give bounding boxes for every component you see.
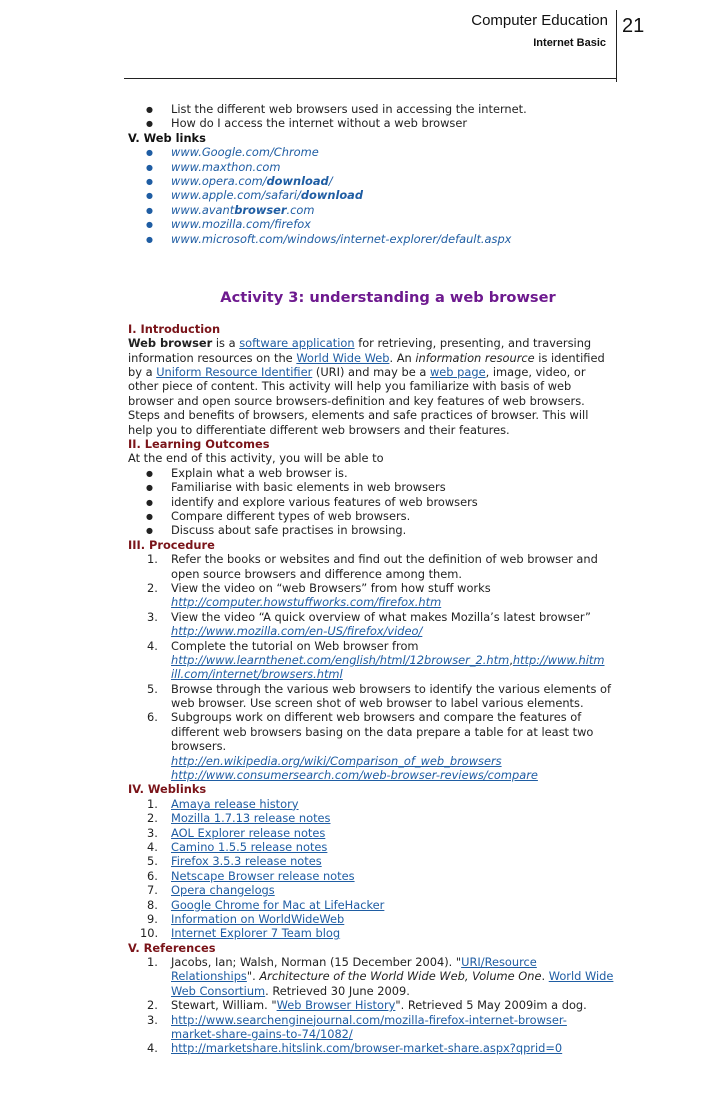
paragraph-line: At the end of this activity, you will be able to — [128, 451, 384, 466]
weblink-anchor[interactable]: AOL Explorer release notes — [171, 825, 326, 840]
paragraph-line: by a Uniform Resource Identifier (URI) and may be a web page, image, video, or — [128, 365, 586, 380]
link-world-wide-web[interactable]: World Wide Web — [296, 350, 390, 365]
link-web-page[interactable]: web page — [429, 365, 486, 380]
section-heading-web-links: V. Web links — [128, 130, 206, 145]
link-uri-resource[interactable]: URI/Resource — [461, 955, 537, 970]
running-header-subtitle: Internet Basic — [533, 37, 606, 49]
page-number: 21 — [622, 15, 645, 37]
web-link-item[interactable]: ● www.microsoft.com/windows/internet-explorer/default.aspx — [128, 232, 648, 246]
header-vertical-divider — [616, 10, 617, 82]
procedure-step-continuation — [128, 595, 648, 609]
weblink-item: 10. Internet Explorer 7 Team blog — [140, 926, 341, 941]
weblink-item: 8. Google Chrome for Mac at LifeHacker — [147, 897, 385, 912]
reference-item: 4. http://marketshare.hitslink.com/browser-market-share.aspx?qprid=0 — [147, 1041, 563, 1056]
list-item: ● Explain what a web browser is. — [128, 466, 648, 480]
web-link-item[interactable]: ● www.avantbrowser.com — [128, 203, 648, 217]
weblink-anchor[interactable]: Firefox 3.5.3 release notes — [171, 854, 322, 869]
weblink-item: 7. Opera changelogs — [147, 883, 275, 898]
section-heading-learning-outcomes: II. Learning Outcomes — [128, 437, 270, 452]
weblink-item: 9. Information on WorldWideWeb — [147, 911, 345, 926]
web-link-item[interactable]: ● www.opera.com/download/ — [128, 174, 648, 188]
link-mozilla-video[interactable]: http://www.mozilla.com/en-US/firefox/video/ — [171, 624, 423, 639]
weblink-item: 6. Netscape Browser release notes — [147, 868, 355, 883]
paragraph-line: information resources on the World Wide Web. An information resource is identified — [128, 350, 605, 365]
list-item: ● Compare different types of web browsers. — [128, 509, 648, 523]
list-item: ● List the different web browsers used in accessing the internet. — [128, 102, 648, 116]
weblink-anchor[interactable]: Camino 1.5.5 release notes — [171, 839, 328, 854]
procedure-step-continuation — [128, 667, 648, 681]
link-hitmill-cont[interactable]: ill.com/internet/browsers.html — [171, 667, 343, 682]
link-w3c[interactable]: World Wide — [548, 969, 614, 984]
procedure-step: 3. View the video “A quick overview of what makes Mozilla’s latest browser” — [147, 609, 591, 624]
link-uri[interactable]: Uniform Resource Identifier — [156, 365, 313, 380]
paragraph-line: Web browser is a software application for retrieving, presenting, and traversing — [128, 336, 592, 351]
link-searchenginejournal-cont[interactable]: market-share-gains-to-74/1082/ — [171, 1027, 353, 1042]
weblink-anchor[interactable]: Netscape Browser release notes — [171, 868, 355, 883]
link-howstuffworks[interactable]: http://computer.howstuffworks.com/firefox.htm — [171, 595, 442, 610]
web-link-item[interactable]: ● www.mozilla.com/firefox — [128, 217, 648, 231]
paragraph-line: other piece of content. This activity will help you familiarize with basis of web — [128, 379, 572, 394]
running-header-title: Computer Education — [471, 12, 608, 29]
weblink-anchor[interactable]: Amaya release history — [171, 796, 299, 811]
link-consumersearch[interactable]: http://www.consumersearch.com/web-browser-reviews/compare — [171, 768, 538, 783]
link-searchenginejournal[interactable]: http://www.searchenginejournal.com/mozilla-firefox-internet-browser- — [171, 1012, 567, 1027]
link-software-application[interactable]: software application — [239, 336, 355, 351]
weblink-anchor[interactable]: Google Chrome for Mac at LifeHacker — [171, 897, 385, 912]
reference-item: 3. http://www.searchenginejournal.com/mozilla-firefox-internet-browser- — [147, 1012, 567, 1027]
page-content — [128, 102, 648, 1056]
reference-continuation: Relationships". Architecture of the World Wide Web, Volume One. World Wide — [171, 969, 614, 984]
web-link-item[interactable]: ● www.Google.com/Chrome — [128, 145, 648, 159]
weblink-anchor[interactable]: Information on WorldWideWeb — [171, 911, 345, 926]
procedure-step-continuation: http://www.learnthenet.com/english/html/12browser_2.htm,http://www.hitm — [171, 652, 605, 667]
reference-item: 1. Jacobs, Ian; Walsh, Norman (15 December 2004). "URI/Resource — [147, 955, 537, 970]
weblink-item: 2. Mozilla 1.7.13 release notes — [147, 811, 331, 826]
weblink-anchor[interactable]: Mozilla 1.7.13 release notes — [171, 811, 331, 826]
link-w3c-cont[interactable]: Web Consortium — [171, 983, 266, 998]
procedure-step: 6. Subgroups work on different web browsers and compare the features of — [147, 710, 582, 725]
section-heading-introduction: I. Introduction — [128, 321, 221, 336]
link-relationships[interactable]: Relationships — [171, 969, 247, 984]
header-horizontal-divider — [124, 78, 616, 79]
link-learnthenet[interactable]: http://www.learnthenet.com/english/html/12browser_2.htm — [171, 652, 510, 667]
weblink-anchor[interactable]: Internet Explorer 7 Team blog — [171, 926, 341, 941]
link-hitmill[interactable]: http://www.hitm — [512, 652, 605, 667]
activity-title: Activity 3: understanding a web browser — [220, 288, 556, 306]
paragraph-line: help you to differentiate different web browsers and their features. — [128, 422, 510, 437]
section-heading-references: V. References — [128, 940, 216, 955]
section-heading-weblinks: IV. Weblinks — [128, 782, 207, 797]
weblink-item: 1. Amaya release history — [147, 796, 299, 811]
list-item: ● How do I access the internet without a web browser — [128, 116, 648, 130]
weblink-anchor[interactable]: Opera changelogs — [171, 883, 275, 898]
procedure-step-continuation: open source browsers and difference among them. — [171, 566, 462, 581]
weblink-item: 3. AOL Explorer release notes — [147, 825, 326, 840]
reference-continuation: Web Consortium. Retrieved 30 June 2009. — [171, 983, 410, 998]
procedure-step-continuation — [128, 768, 648, 782]
web-link-item[interactable]: ● www.apple.com/safari/download — [128, 188, 648, 202]
paragraph-line: Steps and benefits of browsers, elements and safe practices of browser. This will — [128, 408, 589, 423]
reference-item: 2. Stewart, William. "Web Browser History". Retrieved 5 May 2009im a dog. — [147, 998, 587, 1013]
procedure-step: 1. Refer the books or websites and find out the definition of web browser and — [147, 552, 598, 567]
link-wikipedia-comparison[interactable]: http://en.wikipedia.org/wiki/Comparison_of_web_browsers — [171, 753, 502, 768]
paragraph-line: browser and open source browsers-definition and key features of web browsers. — [128, 393, 585, 408]
weblink-item: 4. Camino 1.5.5 release notes — [147, 839, 328, 854]
procedure-step-continuation — [128, 754, 648, 768]
procedure-step-continuation — [128, 624, 648, 638]
procedure-step: 5. Browse through the various web browsers to identify the various elements of — [147, 681, 612, 696]
reference-continuation — [128, 1027, 648, 1041]
web-link-item[interactable]: ● www.maxthon.com — [128, 160, 648, 174]
list-item: ● Familiarise with basic elements in web browsers — [128, 480, 648, 494]
section-heading-procedure: III. Procedure — [128, 537, 215, 552]
link-marketshare[interactable]: http://marketshare.hitslink.com/browser-market-share.aspx?qprid=0 — [171, 1041, 563, 1056]
procedure-step-continuation: different web browsers basing on the data prepare a table for at least two — [171, 724, 594, 739]
procedure-step-continuation: web browser. Use screen shot of web browser to label various elements. — [171, 696, 584, 711]
procedure-step: 4. Complete the tutorial on Web browser from — [147, 638, 419, 653]
procedure-step-continuation: browsers. — [171, 739, 227, 754]
list-item: ● identify and explore various features of web browsers — [128, 495, 648, 509]
procedure-step: 2. View the video on “web Browsers” from how stuff works — [147, 580, 491, 595]
weblink-item: 5. Firefox 3.5.3 release notes — [147, 854, 322, 869]
list-item: ● Discuss about safe practises in browsing. — [128, 523, 648, 537]
link-web-browser-history[interactable]: Web Browser History — [276, 998, 396, 1013]
